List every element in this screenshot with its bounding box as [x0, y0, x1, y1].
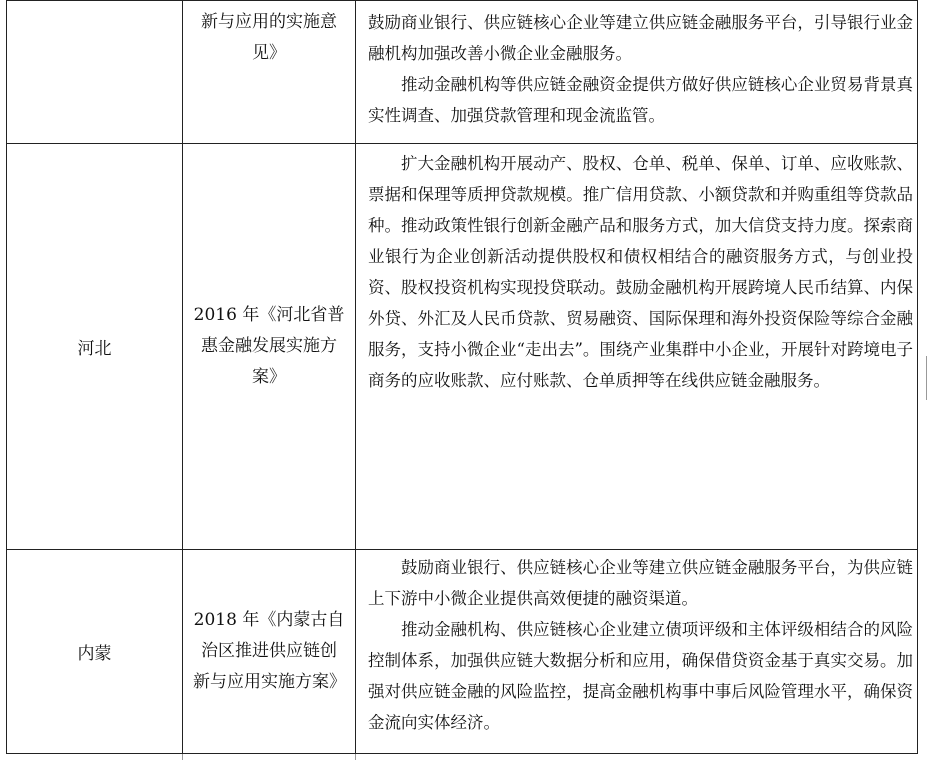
document-cell — [183, 1, 356, 144]
content-paragraph: 鼓励商业银行、供应链核心企业等建立供应链金融服务平台，为供应链上下游中小微企业提供高效便捷的融资渠道。 — [368, 558, 913, 608]
page-margin-marker — [926, 356, 935, 400]
document-title: 新与应用的实施意见》 — [201, 12, 337, 63]
page-margin-marker — [182, 754, 183, 760]
policy-table — [6, 0, 918, 754]
document-title: 2016 年《河北省普惠金融发展实施方案》 — [193, 305, 345, 387]
table-row — [7, 1, 918, 144]
content-paragraph: 推动金融机构、供应链核心企业建立债项评级和主体评级相结合的风险控制体系，加强供应链大数据分析和应用，确保借贷资金基于真实交易。加强对供应链金融的风险监控，提高金融机构事中事后风险管理水平，确保资金流向实体经济。 — [368, 620, 913, 732]
document-cell — [183, 144, 356, 550]
content-cell — [356, 1, 918, 144]
content-cell — [356, 550, 918, 754]
region-cell: 河北 — [7, 144, 183, 550]
content-paragraph: 扩大金融机构开展动产、股权、仓单、税单、保单、订单、应收账款、票据和保理等质押贷款规模。推广信用贷款、小额贷款和并购重组等贷款品种。推动政策性银行创新金融产品和服务方式，加大信贷支持力度。探索商业银行为企业创新活动提供股权和债权相结合的融资服务方式，与创业投资、股权投资机构实现投贷联动。鼓励金融机构开展跨境人民币结算、内保外贷、外汇及人民币贷款、贸易融资、国际保理和海外投资保险等综合金融服务，支持小微企业“走出去”。围绕产业集群中小企业，开展针对跨境电子商务的应收账款、应付账款、仓单质押等在线供应链金融服务。 — [368, 154, 913, 390]
document-cell — [183, 550, 356, 754]
content-paragraph: 鼓励商业银行、供应链核心企业等建立供应链金融服务平台，引导银行业金融机构加强改善小微企业金融服务。 — [368, 13, 913, 63]
table-row — [7, 550, 918, 754]
region-cell: 内蒙 — [7, 550, 183, 754]
content-cell — [356, 144, 918, 550]
content-paragraph: 推动金融机构等供应链金融资金提供方做好供应链核心企业贸易背景真实性调查、加强贷款管理和现金流监管。 — [368, 75, 913, 125]
region-cell — [7, 1, 183, 144]
page-margin-marker — [355, 754, 356, 760]
table-row — [7, 144, 918, 550]
document-title: 2018 年《内蒙古自治区推进供应链创新与应用实施方案》 — [193, 610, 346, 692]
